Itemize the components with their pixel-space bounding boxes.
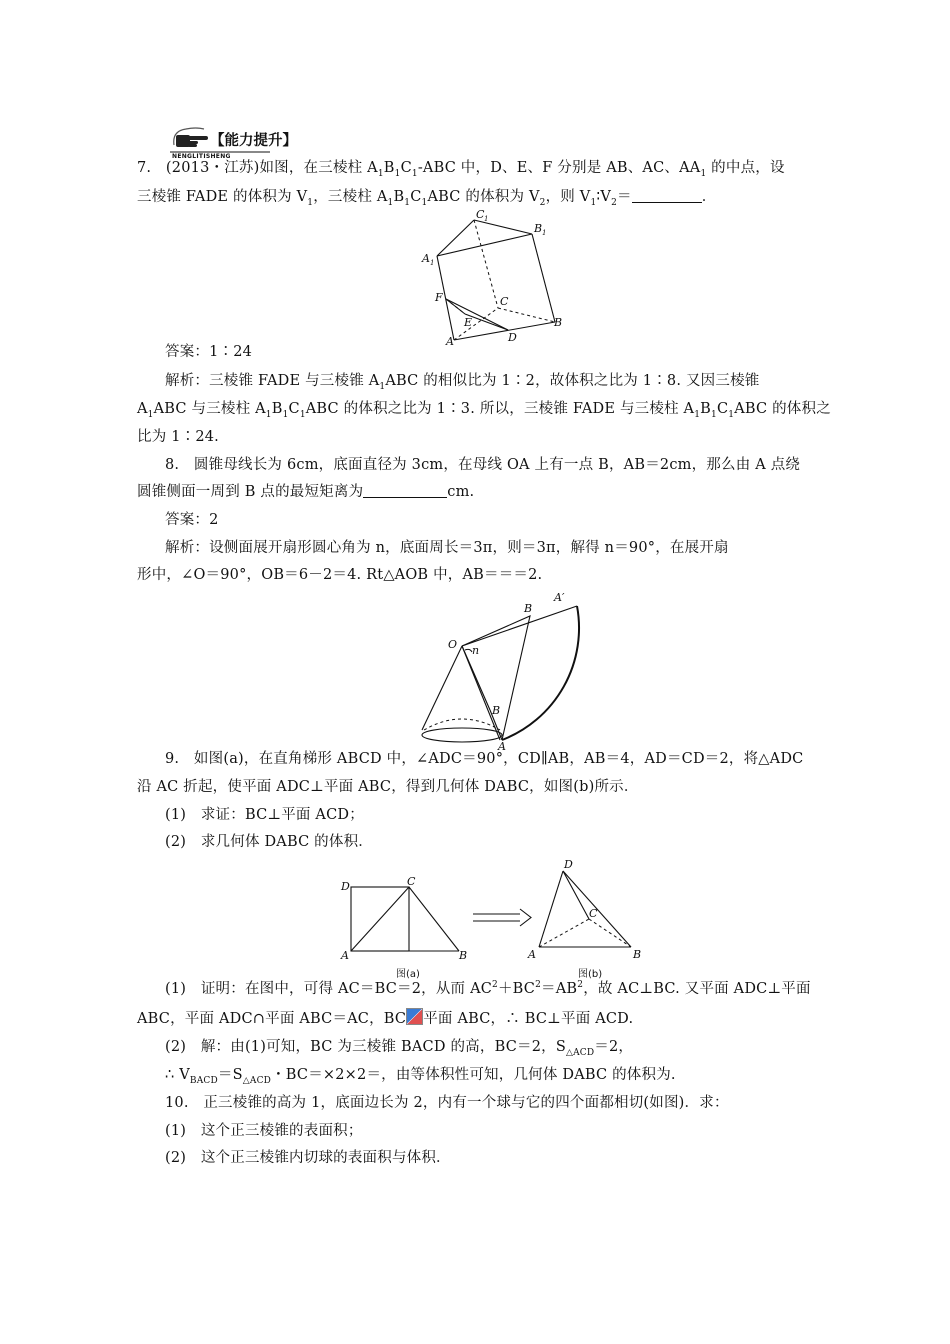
q10-line1: 10. 正三棱锥的高为 1，底面边长为 2，内有一个球与它的四个面都相切(如图)．求：	[165, 1095, 729, 1111]
q9-p1: (1) 求证：BC⊥平面 ACD；	[165, 807, 364, 823]
q8-analysis1: 解析：设侧面展开扇形圆心角为 n，底面周长＝3π，则＝3π，解得 n＝90°，在展开扇	[165, 540, 729, 556]
label-D-b: D	[564, 858, 573, 871]
q10-p1: (1) 这个正三棱锥的表面积；	[165, 1123, 363, 1139]
label-E: E	[464, 316, 473, 329]
label-C1-sub: 1	[484, 215, 489, 223]
label-C-a: C	[407, 875, 416, 888]
q8-answer: 答案：2	[165, 512, 219, 528]
answer-blank	[363, 483, 447, 498]
q8-analysis2: 形中，∠O＝90°，OB＝6－2＝4. Rt△AOB 中，AB＝＝＝2.	[137, 567, 543, 583]
q9-line2: 沿 AC 折起，使平面 ADC⊥平面 ABC，得到几何体 DABC，如图(b)所示．	[137, 779, 639, 795]
trapezoid-fold-figure	[335, 855, 655, 967]
label-C1: C	[476, 208, 485, 221]
label-A-b: A	[528, 948, 536, 961]
label-A1-sub: 1	[430, 259, 435, 267]
pointing-hand-icon	[170, 123, 212, 153]
label-A-bottom: A	[498, 740, 506, 753]
q10-p2: (2) 这个正三棱锥内切球的表面积与体积．	[165, 1150, 451, 1166]
q7-analysis3: 比为 1∶24.	[137, 429, 219, 445]
cone-sector-figure	[412, 590, 582, 758]
section-title: 【能力提升】	[210, 133, 297, 149]
q9-s2-line1: (2) 解：由(1)可知，BC 为三棱锥 BACD 的高，BC＝2，$S_{\triangle ACD}=2$，	[165, 1039, 634, 1058]
answer-blank	[632, 188, 702, 203]
q7-analysis1: 解析：三棱锥 FADE 与三棱锥 $A_1ABC$ 的相似比为 1∶2，故体积之比为 1∶8. 又因三棱锥	[165, 373, 760, 392]
label-F: F	[435, 291, 443, 304]
subset-symbol-icon	[406, 1008, 423, 1025]
q9-s2-line2: ∴ $V_{BACD}=S_{\triangle ACD}$・BC＝×2×2＝，由等体积性可知，几何体 DABC 的体积为.	[165, 1067, 676, 1086]
label-B-a: B	[459, 949, 468, 962]
label-A1: A	[422, 252, 430, 265]
label-A-a: A	[341, 949, 349, 962]
label-B1: B	[534, 222, 543, 235]
q7-line2: 三棱锥 FADE 的体积为 $V_1$，三棱柱 $A_1B_1C_1ABC$ 的体积为 $V_2$，则 $V_1∶V_2=$ ．	[137, 189, 717, 208]
label-C: C	[500, 295, 509, 308]
prism-figure	[420, 208, 580, 348]
q8-line1: 8. 圆锥母线长为 6cm，底面直径为 3cm，在母线 OA 上有一点 B，AB＝2cm，那么由 A 点绕	[165, 457, 801, 473]
label-A-prime: A′	[554, 591, 565, 604]
q9-line1: 9. 如图(a)，在直角梯形 ABCD 中，∠ADC＝90°，CD∥AB，AB＝4，AD＝CD＝2，将△ADC	[165, 751, 804, 767]
q9-s1-line2: ABC，平面 ADC∩平面 ABC＝AC，BC 平面 ABC，∴ BC⊥平面 ACD.	[137, 1008, 817, 1029]
label-C-b: C	[589, 907, 598, 920]
caption-fig-a: 图(a)	[396, 969, 420, 980]
q9-p2: (2) 求几何体 DABC 的体积．	[165, 834, 373, 850]
label-B-lower: B	[492, 704, 501, 717]
section-subtitle: NENGLITISHENG	[172, 153, 231, 160]
label-O: O	[448, 638, 458, 651]
caption-fig-b: 图(b)	[578, 969, 603, 980]
q9-s1-line1: (1) 证明：在图中，可得 AC＝BC＝2，从而 $AC^2+BC^2=AB^2$，故 AC⊥BC. 又平面 ADC⊥平面	[165, 980, 811, 997]
label-B-top: B	[524, 602, 533, 615]
label-B-b: B	[633, 948, 642, 961]
label-D: D	[508, 331, 517, 344]
label-B1-sub: 1	[542, 229, 547, 237]
q7-answer: 答案：1∶24	[165, 344, 253, 360]
q7-line1: 7. (2013・江苏)如图，在三棱柱 $A_1B_1C_1$-ABC 中，D、E、F 分别是 AB、AC、$AA_1$ 的中点，设	[137, 160, 785, 179]
label-n: n	[472, 644, 480, 657]
label-D-a: D	[341, 880, 350, 893]
q7-analysis2: $A_1ABC$ 与三棱柱 $A_1B_1C_1ABC$ 的体积之比为 1∶3. 所以，三棱锥 FADE 与三棱柱 $A_1B_1C_1ABC$ 的体积之	[137, 401, 831, 420]
label-A: A	[446, 335, 454, 348]
label-B: B	[554, 316, 563, 329]
q8-line2: 圆锥侧面一周到 B 点的最短矩离为 cm.	[137, 484, 475, 500]
